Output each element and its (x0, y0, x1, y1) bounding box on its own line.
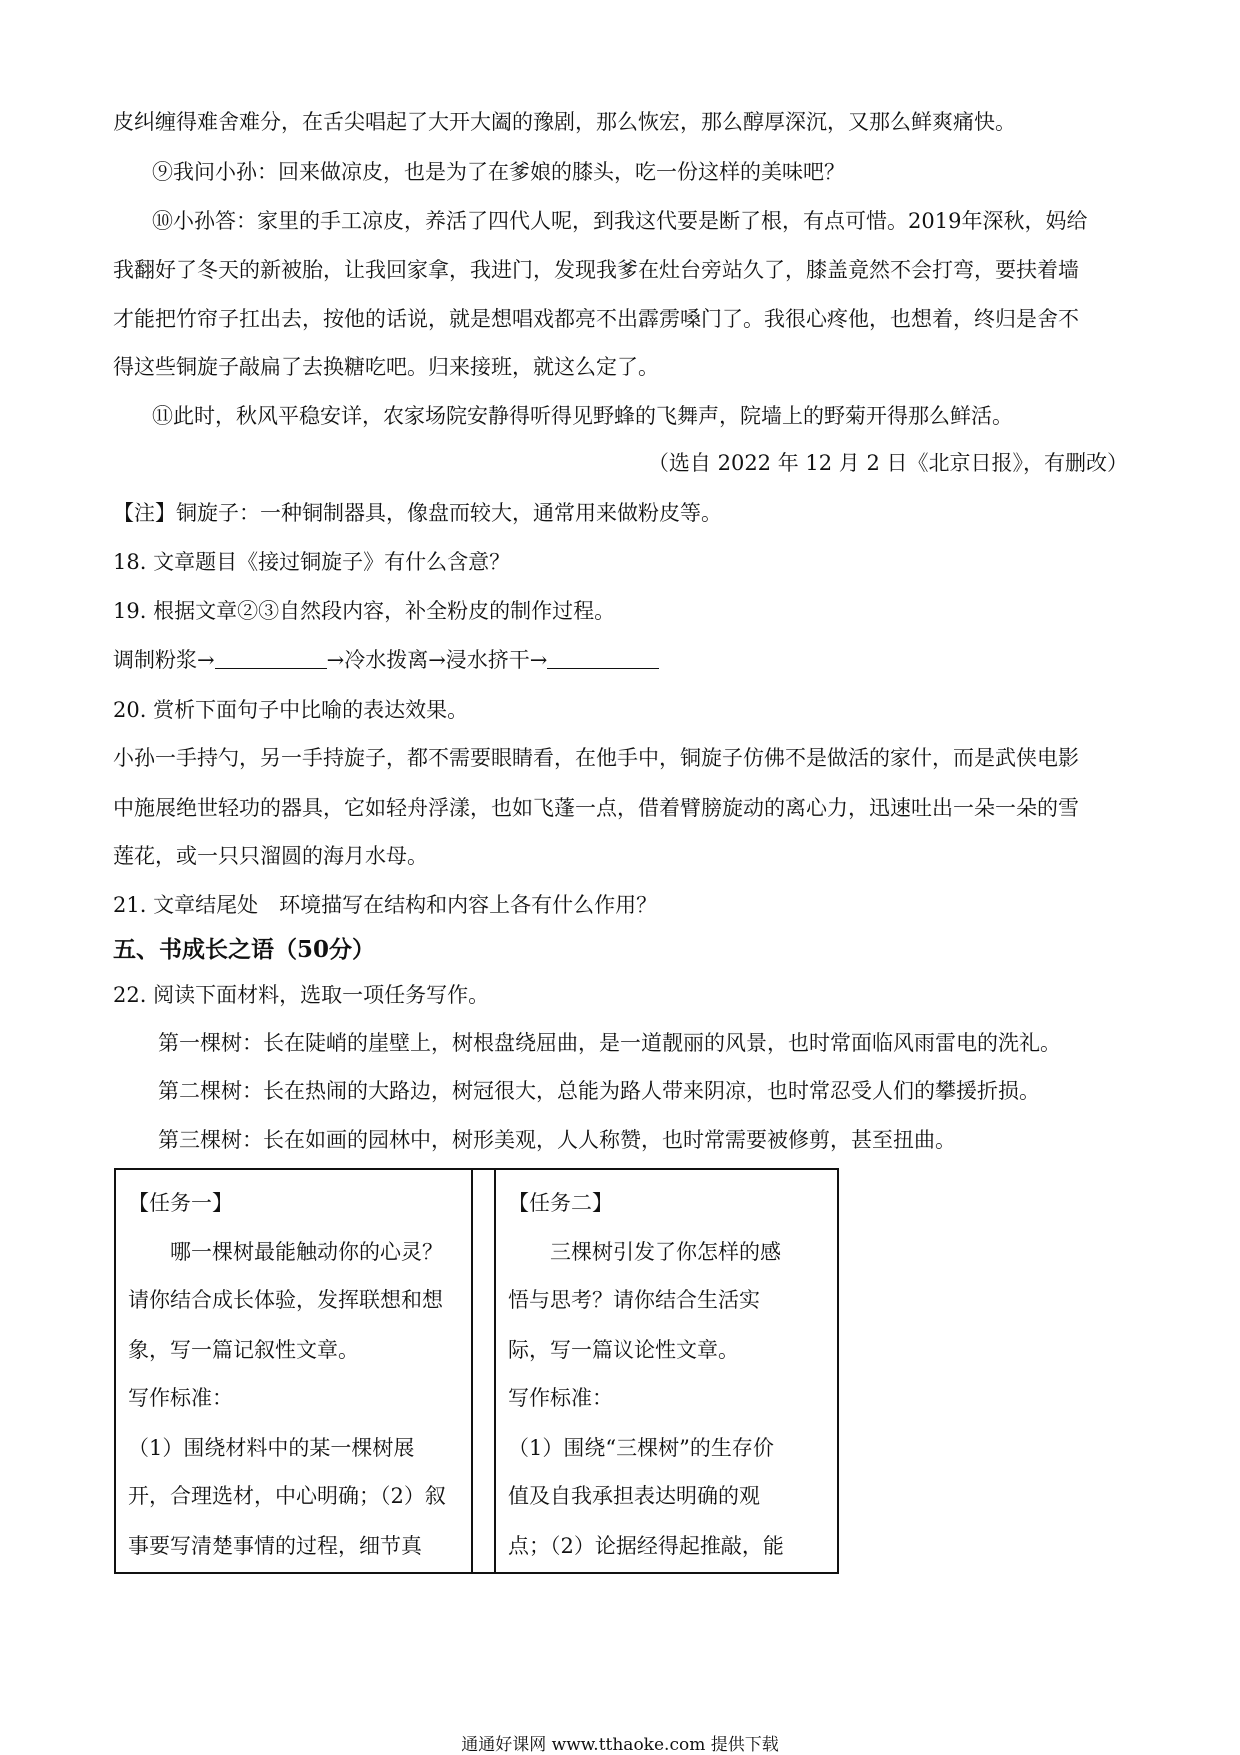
task-1-title: 【任务一】 (128, 1191, 233, 1215)
paragraph-9: ⑨我问小孙：回来做凉皮，也是为了在爹娘的膝头，吃一份这样的美味吧？ (152, 160, 845, 184)
tree-1: 第一棵树：长在陡峭的崖壁上，树根盘绕屈曲，是一道靓丽的风景，也时常面临风雨雷电的洗礼。 (158, 1031, 1061, 1055)
task-1-line: 开，合理选材，中心明确；（2）叙 (128, 1484, 446, 1508)
divider (471, 1170, 473, 1572)
task-1-line: 象，写一篇记叙性文章。 (128, 1338, 359, 1362)
task-2-line: 三棵树引发了你怎样的感 (508, 1240, 781, 1264)
task-2-line: 点；（2）论据经得起推敲，能 (508, 1534, 784, 1558)
question-22: 22. 阅读下面材料，选取一项任务写作。 (113, 983, 490, 1007)
step-text: →冷水拨离→浸水挤干→ (326, 648, 548, 672)
question-21: 21. 文章结尾处 环境描写在结构和内容上各有什么作用？ (113, 893, 658, 917)
source-citation: （选自 2022 年 12 月 2 日《北京日报》，有删改） (647, 451, 1128, 475)
question-20: 20. 赏析下面句子中比喻的表达效果。 (113, 698, 469, 722)
paragraph-10-line: 才能把竹帘子扛出去，按他的话说，就是想唱戏都亮不出霹雳嗓门了。我很心疼他，也想着，终归是舍不 (113, 307, 1079, 331)
task-2-line: 写作标准： (508, 1386, 613, 1410)
task-1-line: 哪一棵树最能触动你的心灵？ (128, 1240, 443, 1264)
answer-blank[interactable] (215, 650, 327, 669)
page-footer: 通通好课网 www.tthaoke.com 提供下载 (461, 1735, 779, 1755)
task-1-line: 写作标准： (128, 1386, 233, 1410)
question-19: 19. 根据文章②③自然段内容，补全粉皮的制作过程。 (113, 599, 616, 623)
passage-line: 皮纠缠得难舍难分，在舌尖唱起了大开大阖的豫剧，那么恢宏，那么醇厚深沉，又那么鲜爽痛快。 (113, 110, 1016, 134)
task-2-line: （1）围绕“三棵树”的生存价 (508, 1436, 774, 1460)
quote-line: 中施展绝世轻功的器具，它如轻舟浮漾，也如飞蓬一点，借着臂膀旋动的离心力，迅速吐出一朵一朵的雪 (113, 796, 1079, 820)
note: 【注】铜旋子：一种铜制器具，像盘而较大，通常用来做粉皮等。 (113, 501, 722, 525)
quote-line: 莲花，或一只只溜圆的海月水母。 (113, 844, 428, 868)
task-2-line: 悟与思考？请你结合生活实 (508, 1288, 760, 1312)
process-steps (113, 646, 659, 674)
task-2-line: 值及自我承担表达明确的观 (508, 1484, 760, 1508)
step-text: 调制粉浆→ (113, 648, 215, 672)
task-1-line: （1）围绕材料中的某一棵树展 (128, 1436, 415, 1460)
question-18: 18. 文章题目《接过铜旋子》有什么含意？ (113, 550, 511, 574)
divider (494, 1170, 496, 1572)
paragraph-10-line: 我翻好了冬天的新被胎，让我回家拿，我进门，发现我爹在灶台旁站久了，膝盖竟然不会打弯，要扶着墙 (113, 258, 1079, 282)
paragraph-10-line: 得这些铜旋子敲扁了去换糖吃吧。归来接班，就这么定了。 (113, 355, 659, 379)
task-table (114, 1168, 839, 1574)
paragraph-10-line: ⑩小孙答：家里的手工凉皮，养活了四代人呢，到我这代要是断了根，有点可惜。2019年深秋，妈给 (152, 209, 1088, 233)
task-1-line: 事要写清楚事情的过程，细节真 (128, 1534, 422, 1558)
task-1-line: 请你结合成长体验，发挥联想和想 (128, 1288, 443, 1312)
quote-line: 小孙一手持勺，另一手持旋子，都不需要眼睛看，在他手中，铜旋子仿佛不是做活的家什，而是武侠电影 (113, 746, 1079, 770)
task-2-line: 际，写一篇议论性文章。 (508, 1338, 739, 1362)
task-2-title: 【任务二】 (508, 1191, 613, 1215)
answer-blank[interactable] (547, 650, 659, 669)
tree-3: 第三棵树：长在如画的园林中，树形美观，人人称赞，也时常需要被修剪，甚至扭曲。 (158, 1128, 956, 1152)
section-heading: 五、书成长之语（50分） (113, 936, 376, 963)
paragraph-11: ⑪此时，秋风平稳安详，农家场院安静得听得见野蜂的飞舞声，院墙上的野菊开得那么鲜活。 (152, 404, 1013, 428)
tree-2: 第二棵树：长在热闹的大路边，树冠很大，总能为路人带来阴凉，也时常忍受人们的攀援折损。 (158, 1079, 1040, 1103)
